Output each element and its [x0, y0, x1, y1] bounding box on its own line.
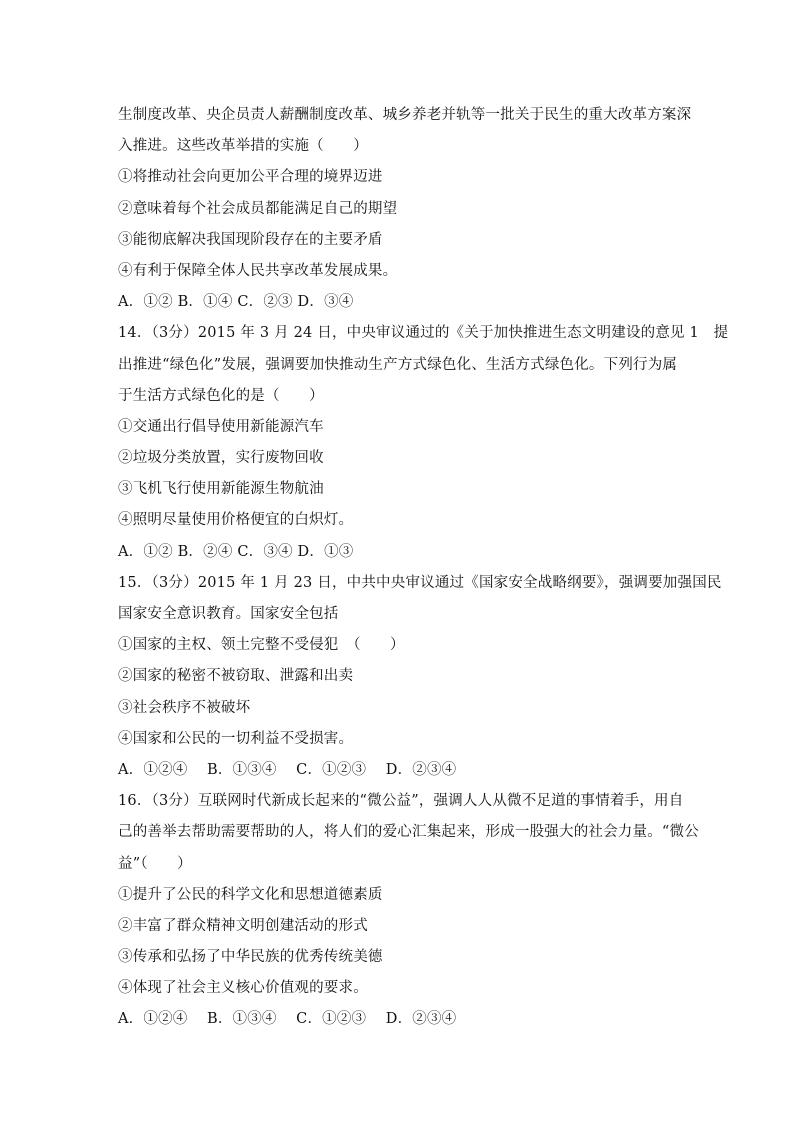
question-13-option-2: ②意味着每个社会成员都能满足自己的期望	[118, 200, 398, 217]
question-14-stem-line-1: 14．（3分）2015 年 3 月 24 日，中央审议通过的《关于加快推进生态文明建设的意见 1 提	[118, 325, 729, 342]
question-16-option-1: ①提升了公民的科学文化和思想道德素质	[118, 886, 383, 903]
question-16-option-3: ③传承和弘扬了中华民族的优秀传统美德	[118, 949, 383, 966]
question-13-option-1: ①将推动社会向更加公平合理的境界迈进	[118, 169, 383, 186]
question-15-answer-choices: A．①②④ B．①③④ C．①②③ D．②③④	[118, 761, 457, 778]
question-14-option-2: ②垃圾分类放置，实行废物回收	[118, 450, 324, 467]
question-16-stem-line-3: 益”（ ）	[118, 855, 192, 872]
question-15-option-3: ③社会秩序不被破坏	[118, 699, 251, 716]
question-16-stem-line-2: 己的善举去帮助需要帮助的人，将人们的爱心汇集起来，形成一股强大的社会力量。“微公	[118, 824, 699, 841]
question-content	[118, 100, 729, 1036]
question-13-stem-line-1: 生制度改革、央企员责人薪酬制度改革、城乡养老并轨等一批关于民生的重大改革方案深	[118, 107, 692, 123]
question-14-answer-choices: A．①② B．②④ C．③④ D．①③	[118, 543, 354, 560]
question-14-stem-line-2: 出推进“绿色化”发展，强调要加快推动生产方式绿色化、生活方式绿色化。下列行为属	[118, 356, 678, 373]
question-16-option-2: ②丰富了群众精神文明创建活动的形式	[118, 917, 368, 934]
question-14-option-1: ①交通出行倡导使用新能源汽车	[118, 418, 324, 435]
question-13	[118, 100, 692, 318]
question-13-option-4: ④有利于保障全体人民共享改革发展成果。	[118, 262, 398, 279]
question-16-option-4: ④体现了社会主义核心价值观的要求。	[118, 980, 368, 997]
question-14-stem-line-3: 于生活方式绿色化的是（ ）	[118, 387, 324, 404]
question-13-option-3: ③能彻底解决我国现阶段存在的主要矛盾	[118, 231, 383, 248]
question-16-stem-line-1: 16．（3分）互联网时代新成长起来的“微公益”，强调人人从微不足道的事情着手，用自	[118, 793, 684, 810]
question-14	[118, 318, 729, 568]
question-16	[118, 786, 699, 1036]
question-15-option-4: ④国家和公民的一切利益不受损害。	[118, 730, 354, 747]
question-15-option-2: ②国家的秘密不被窃取、泄露和出卖	[118, 668, 354, 685]
question-16-answer-choices: A．①②④ B．①③④ C．①②③ D．②③④	[118, 1011, 457, 1028]
question-14-option-4: ④照明尽量使用价格便宜的白炽灯。	[118, 512, 354, 529]
question-15-stem-line-1: 15．（3分）2015 年 1 月 23 日，中共中央审议通过《国家安全战略纲要》，强调要加强国民	[118, 574, 722, 591]
question-14-option-3: ③飞机飞行使用新能源生物航油	[118, 481, 324, 498]
question-15-option-1: ①国家的主权、领土完整不受侵犯 （ ）	[118, 637, 405, 654]
question-13-answer-choices: A．①② B．①④ C．②③ D．③④	[118, 294, 354, 311]
question-13-stem-line-2: 入推进。这些改革举措的实施（ ）	[118, 138, 368, 155]
question-15-stem-line-2: 国家安全意识教育。国家安全包括	[118, 606, 339, 622]
question-15	[118, 568, 722, 786]
